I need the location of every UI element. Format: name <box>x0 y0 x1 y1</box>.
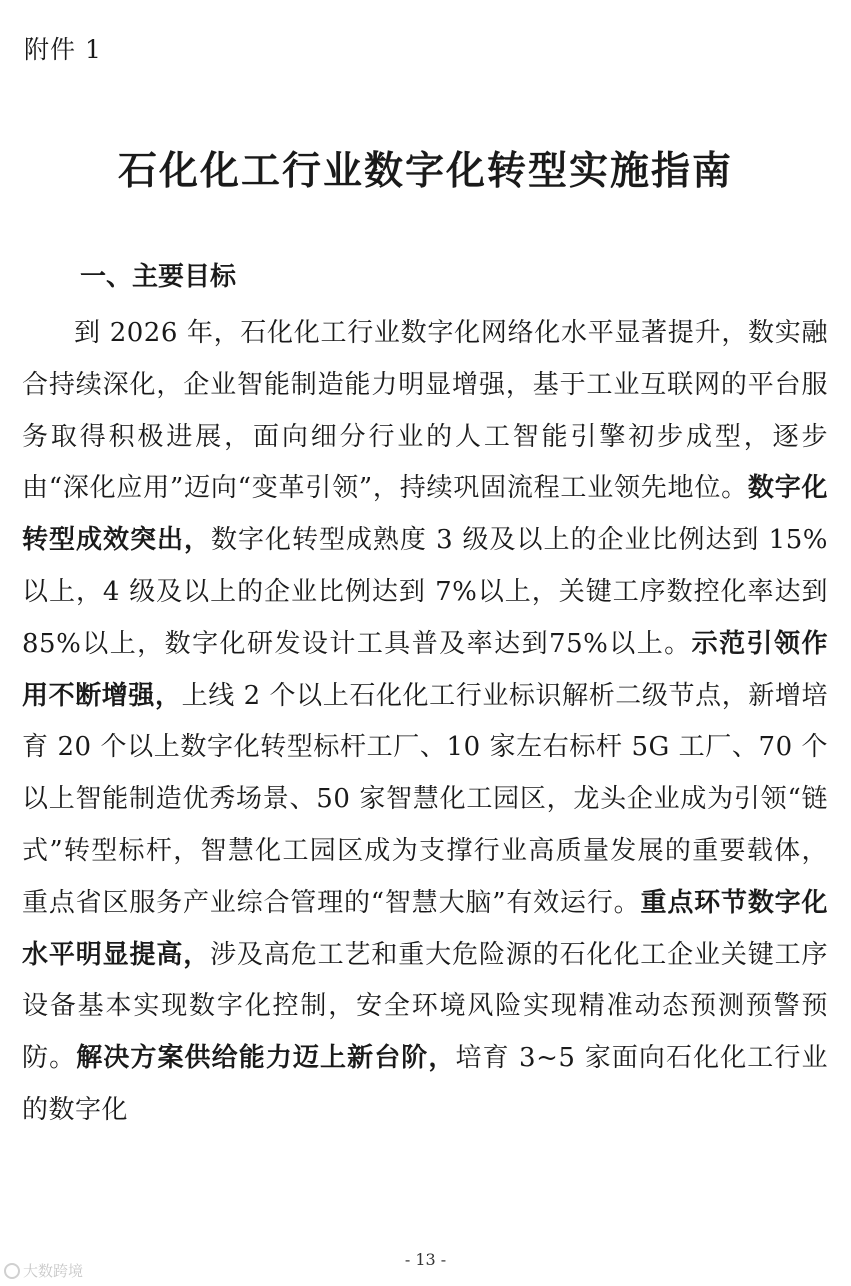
sentence-3: 上线 2 个以上石化化工行业标识解析二级节点，新增培育 20 个以上数字化转型标杆工厂、10 家左右标杆 5G 工厂、70 个以上智能制造优秀场景、50 家智慧化工园区，龙头企业成为引领“链式”转型标杆，智慧化工园区成为支撑行业高质量发展的重要载体，重点省区服务产业综合管理的“智慧大脑”有效运行。 <box>22 680 828 918</box>
bold-phrase-2: 示范引领作用不断增强， <box>22 628 828 711</box>
watermark-text: 大数跨境 <box>23 1262 84 1280</box>
watermark-logo-icon <box>4 1263 20 1279</box>
bold-phrase-3: 重点环节数字化水平明显提高， <box>22 887 828 970</box>
bold-phrase-1: 数字化转型成效突出， <box>22 473 828 556</box>
watermark <box>4 1260 83 1281</box>
bold-phrase-4: 解决方案供给能力迈上新台阶， <box>76 1043 456 1074</box>
page-number: - 13 - <box>404 1250 447 1269</box>
sentence-5: 培育 3~5 家面向石化化工行业的数字化 <box>22 1043 828 1125</box>
attachment-label: 附件 1 <box>24 35 102 64</box>
sentence-1: 到 2026 年，石化化工行业数字化网络化水平显著提升，数实融合持续深化，企业智能制造能力明显增强，基于工业互联网的平台服务取得积极进展，面向细分行业的人工智能引擎初步成型，逐步由“深化应用”迈向“变革引领”，持续巩固流程工业领先地位。 <box>22 318 828 504</box>
body-paragraph <box>22 308 828 1137</box>
section-heading: 一、主要目标 <box>80 262 237 292</box>
sentence-4: 涉及高危工艺和重大危险源的石化化工企业关键工序设备基本实现数字化控制，安全环境风险实现精准动态预测预警预防。 <box>22 939 828 1074</box>
sentence-2: 数字化转型成熟度 3 级及以上的企业比例达到 15%以上，4 级及以上的企业比例达到 7%以上，关键工序数控化率达到 85%以上，数字化研发设计工具普及率达到75%以上。 <box>22 525 828 659</box>
document-title: 石化化工行业数字化转型实施指南 <box>117 148 733 194</box>
